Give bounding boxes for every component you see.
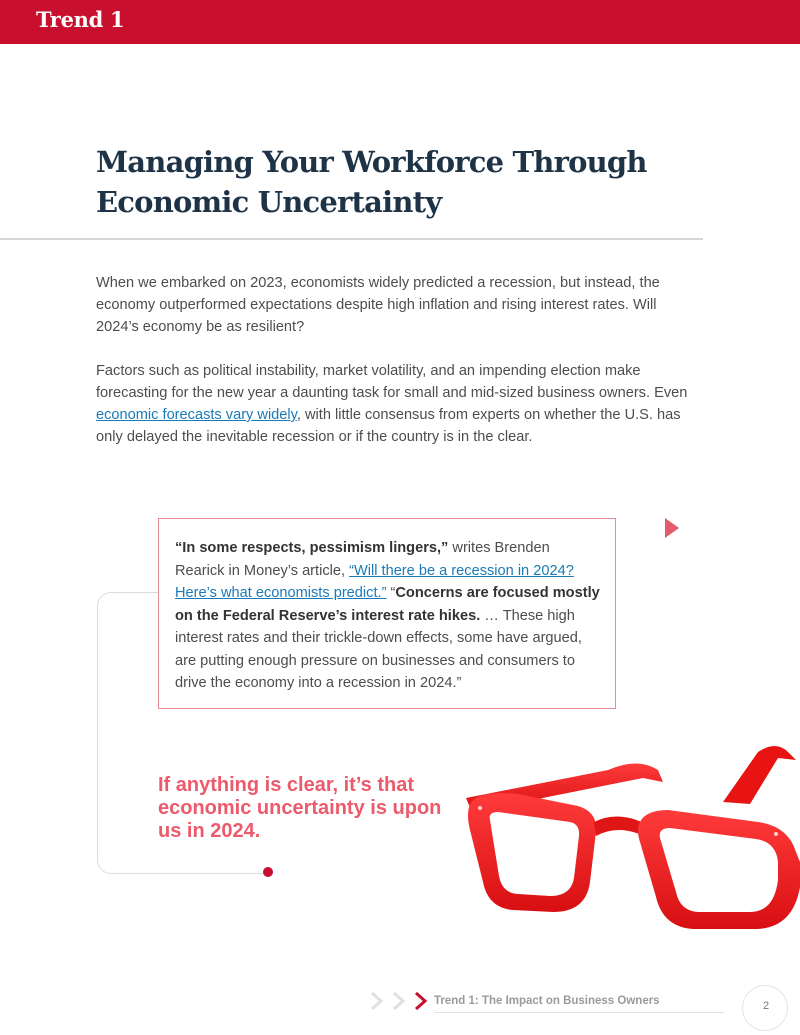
- red-glasses-image: [458, 712, 800, 937]
- glasses-right-lens: [638, 810, 800, 929]
- glasses-temple-far: [723, 746, 796, 804]
- callout-text: If anything is clear, it’s that economic uncertainty is upon us in 2024.: [158, 774, 442, 842]
- chevron-right-icon: [392, 991, 406, 1011]
- quote-bold-part: Concerns are focused mostly on the Federal Reserve’s interest rate hikes.: [175, 585, 600, 624]
- quote-attribution: writes Brenden Rearick in Money’s article,: [175, 540, 550, 579]
- quote-text: [175, 537, 603, 695]
- header-bar: [0, 0, 800, 44]
- triangle-marker-icon: [665, 518, 679, 538]
- chevron-right-icon: [370, 991, 384, 1011]
- article-link[interactable]: “Will there be a recession in 2024? Here’s what economists predict.”: [175, 562, 574, 601]
- forecast-paragraph-intro: Factors such as political instability, market volatility, and an impending election make forecasting for the new year a daunting task for small and mid-sized business owners. Even: [96, 363, 688, 401]
- forecast-paragraph: [96, 360, 696, 448]
- title-divider: [0, 238, 703, 240]
- footer-section-label: Trend 1: The Impact on Business Owners: [434, 995, 660, 1007]
- forecast-paragraph-rest: , with little consensus from experts on whether the U.S. has only delayed the inevitable recession or if the country is in the clear.: [96, 407, 681, 445]
- quote-box: [158, 518, 616, 709]
- footer-divider: [434, 1012, 724, 1013]
- quote-open-mark: “: [386, 585, 396, 601]
- page-number: 2: [763, 1000, 770, 1012]
- section-label: Trend 1: [36, 7, 125, 32]
- glasses-left-lens: [468, 793, 596, 912]
- intro-paragraph: When we embarked on 2023, economists widely predicted a recession, but instead, the economy outperformed expectations despite high inflation and rising interest rates. Will 2024’s economy be as resilient?: [96, 275, 660, 335]
- quote-rest: … These high interest rates and their trickle-down effects, some have argued, are putting enough pressure on businesses and consumers to drive the economy into a recession in 2024.”: [175, 607, 582, 691]
- bracket-dot: [263, 867, 273, 877]
- economic-forecasts-link[interactable]: economic forecasts vary widely: [96, 407, 297, 423]
- chevron-right-icon: [414, 991, 428, 1011]
- quote-lead: “In some respects, pessimism lingers,”: [175, 540, 449, 556]
- page-title: Managing Your Workforce Through Economic Uncertainty: [96, 145, 647, 219]
